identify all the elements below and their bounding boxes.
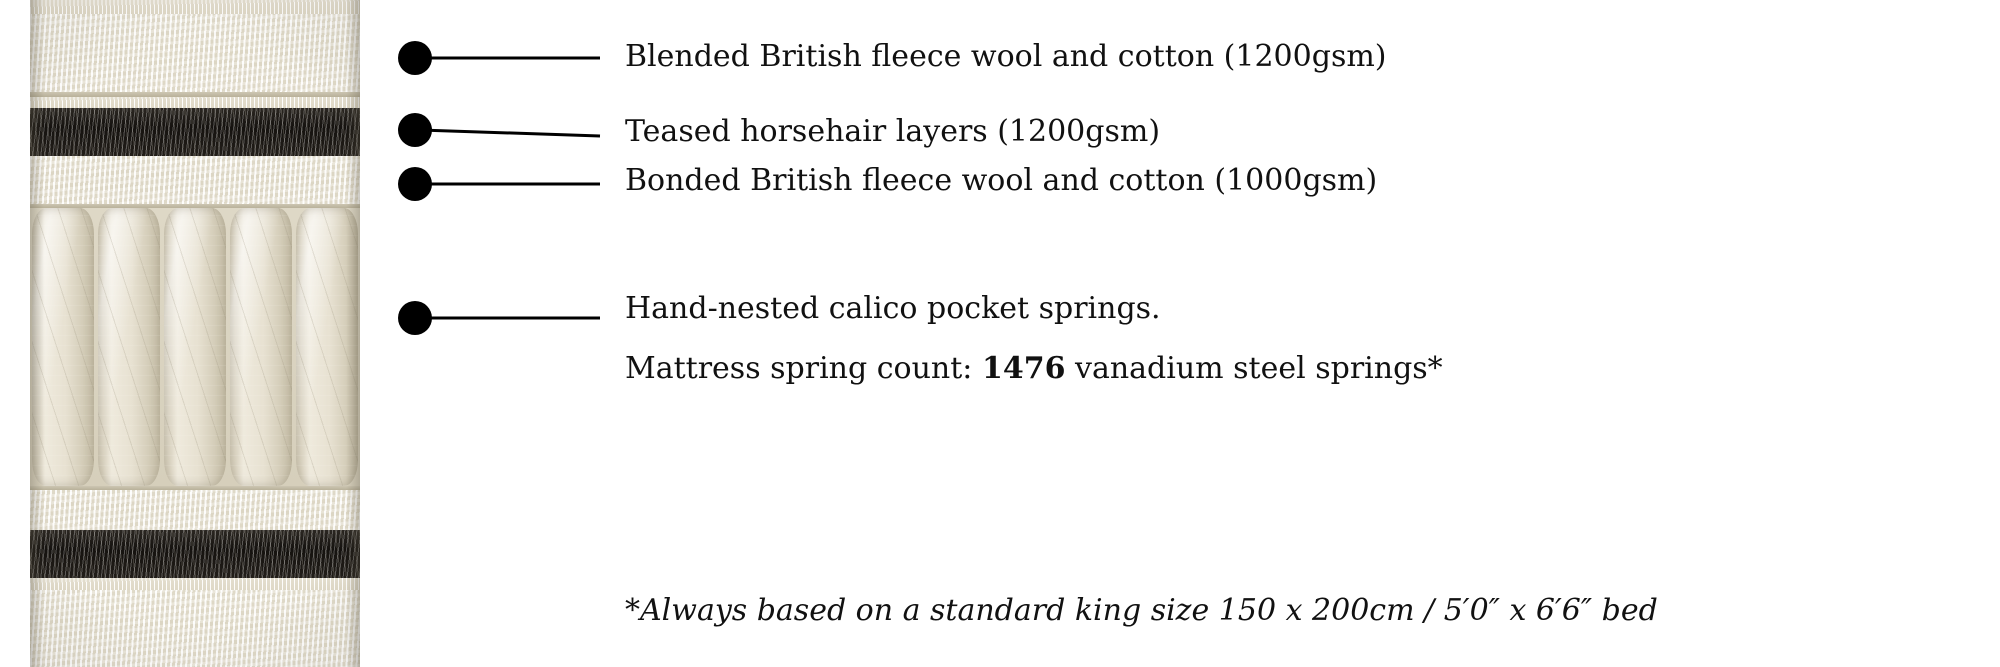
- layer-top-cotton: [30, 0, 360, 14]
- layer-thin-wool-1: [30, 97, 360, 108]
- callout-label-pocket-springs: Hand-nested calico pocket springs.: [625, 291, 1161, 326]
- mattress-cross-section-image: [30, 0, 360, 667]
- footnote-text: *Always based on a standard king size 150 x 200cm / 5′0″ x 6′6″ bed: [625, 593, 1658, 628]
- callout-label-blended-wool: Blended British fleece wool and cotton (1200gsm): [625, 39, 1387, 74]
- callout-dot-4: [398, 301, 432, 335]
- callout-label-bonded-wool: Bonded British fleece wool and cotton (1000gsm): [625, 163, 1378, 198]
- pocket-spring: [32, 208, 94, 486]
- spring-count-value: 1476: [981, 351, 1066, 386]
- callout-label-teased-horsehair: Teased horsehair layers (1200gsm): [625, 114, 1161, 149]
- pocket-spring-row: [30, 208, 360, 486]
- pocket-spring: [98, 208, 160, 486]
- pocket-spring: [296, 208, 358, 486]
- layer-teased-horsehair-top: [30, 108, 360, 156]
- callout-dot-3: [398, 167, 432, 201]
- spring-count-prefix: Mattress spring count:: [625, 351, 982, 386]
- layer-teased-horsehair-bottom: [30, 530, 360, 578]
- spring-count-suffix: vanadium steel springs*: [1065, 351, 1443, 386]
- layer-thin-wool-2: [30, 578, 360, 590]
- callout-line-2: [420, 130, 600, 136]
- callout-dot-1: [398, 41, 432, 75]
- layer-pocket-springs: [30, 208, 360, 486]
- layer-bonded-wool-cotton-bottom: [30, 490, 360, 530]
- layer-blended-wool-cotton: [30, 14, 360, 92]
- pocket-spring: [164, 208, 226, 486]
- spring-count-line: [625, 350, 1443, 388]
- layer-bonded-wool-cotton: [30, 156, 360, 204]
- pocket-spring: [230, 208, 292, 486]
- layer-base-wool: [30, 590, 360, 667]
- callout-dot-2: [398, 113, 432, 147]
